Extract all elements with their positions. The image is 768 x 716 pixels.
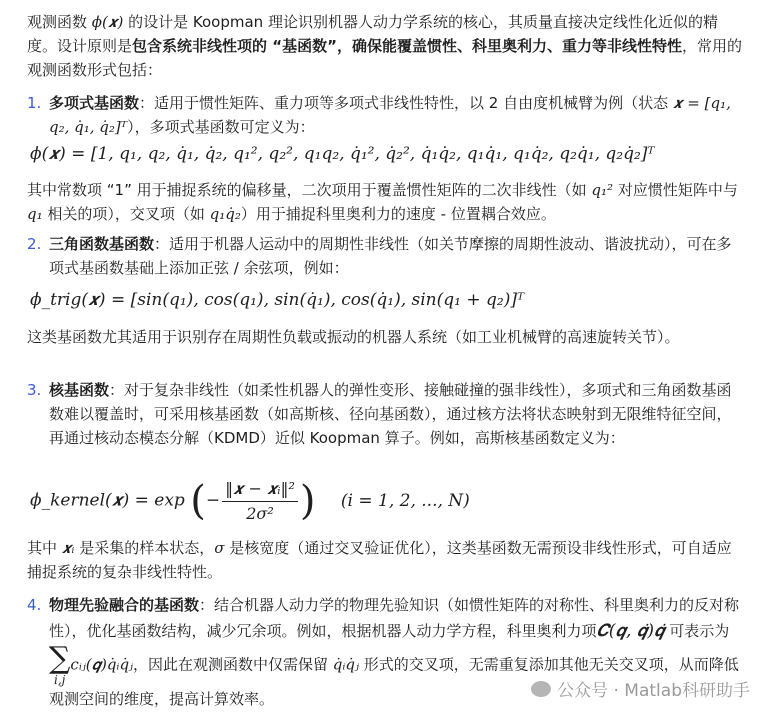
- item-title: 核基函数: [49, 381, 110, 399]
- formula-kernel: ϕ_kernel(𝒙) = exp (− $\frac{\text{‖𝒙 − 𝒙ᵢ‖²}}{\text{2σ²}}$ ) (i = 1, 2, ..., N): [30, 478, 470, 524]
- denominator: 2σ²: [246, 504, 274, 523]
- kernel-explanation: [27, 536, 742, 584]
- list-number: 4.: [27, 596, 42, 614]
- math: ϕ_kernel(𝒙) = exp: [30, 490, 185, 511]
- item-title: 三角函数基函数: [49, 235, 155, 253]
- wechat-icon: [531, 681, 551, 697]
- numerator: ‖𝒙 − 𝒙ᵢ‖²: [222, 479, 298, 502]
- math: 𝒙ᵢ: [61, 539, 75, 557]
- text: 形式的交叉项，无需重复添加其他无关交叉项，从而降低观测空间的维度，提高计算效率。: [49, 655, 739, 708]
- math: q̇ᵢq̇ⱼ: [332, 655, 359, 674]
- item-title: 多项式基函数: [49, 94, 140, 112]
- intro-paragraph: [27, 10, 742, 82]
- text: 相关的项），交叉项（如: [42, 205, 210, 223]
- list-number: 1.: [27, 94, 42, 112]
- trig-explanation: 这类基函数尤其适用于识别存在周期性负载或振动的机器人系统（如工业机械臂的高速旋转关节）。: [27, 328, 680, 346]
- math: cᵢⱼ(𝒒)q̇ᵢq̇ⱼ: [70, 655, 134, 674]
- math: (i = 1, 2, ..., N): [340, 490, 470, 511]
- math: q₁²: [591, 181, 614, 199]
- math: σ: [214, 539, 225, 557]
- summation: [49, 641, 71, 687]
- math: q₁q̇₂: [209, 205, 241, 223]
- list-item-polynomial: [27, 91, 744, 139]
- item-title: 物理先验融合的基函数: [49, 596, 200, 614]
- text: ，常用的观测函数形式包括：: [27, 37, 742, 79]
- text: ：适用于机器人运动中的周期性非线性（如关节摩擦的周期性波动、谐波扰动），可在多项式基函数基础上添加正弦 / 余弦项，例如：: [49, 235, 732, 277]
- list-item-trig: [27, 232, 744, 280]
- math: q₁: [27, 205, 43, 223]
- text: 观测函数: [27, 13, 92, 31]
- text: 可表示为: [664, 622, 730, 640]
- text: 其中常数项 “1” 用于捕捉系统的偏移量，二次项用于覆盖惯性矩阵的二次非线性（如: [27, 181, 592, 199]
- formula-polynomial: ϕ(𝒙) = [1, q₁, q₂, q̇₁, q̇₂, q₁², q₂², q₁q₂, q̇₁², q̇₂², q̇₁q̇₂, q₁q̇₁, q₁q̇₂, q₂q̇₁, q₂q̇₂]ᵀ: [30, 144, 655, 164]
- text: 其中: [27, 539, 62, 557]
- sum-index: i,j: [54, 673, 66, 687]
- list-number: 2.: [27, 235, 42, 253]
- list-item-kernel: [27, 378, 744, 450]
- watermark-text: 公众号 · Matlab科研助手: [557, 681, 750, 701]
- text: 是采集的样本状态，: [74, 539, 215, 557]
- paren: (: [190, 478, 206, 524]
- text: ：适用于惯性矩阵、重力项等多项式非线性特性，以 2 自由度机械臂为例（状态: [139, 94, 673, 112]
- text: 对应惯性矩阵中与: [613, 181, 738, 199]
- text: ：结合机器人动力学的物理先验知识（如惯性矩阵的对称性、科里奥利力的反对称性），优化基函数结构，减少冗余项。例如，根据机器人动力学方程，科里奥利力项: [49, 596, 740, 640]
- math: 𝒙 = [q₁, q₂, q̇₁, q̇₂]ᵀ: [49, 94, 731, 136]
- text: ）用于捕捉科里奥利力的速度 - 位置耦合效应。: [240, 205, 556, 223]
- paren: ): [299, 478, 316, 524]
- watermark: [531, 676, 750, 701]
- sum-icon: ∑: [49, 641, 71, 676]
- list-number: 3.: [27, 381, 42, 399]
- math: ϕ(𝒙): [91, 13, 124, 31]
- text: ，因此在观测函数中仅需保留: [133, 655, 333, 674]
- formula-trig: ϕ_trig(𝒙) = [sin(q₁), cos(q₁), sin(q̇₁), cos(q̇₁), sin(q₁ + q₂)]ᵀ: [30, 290, 525, 310]
- text: ），多项式基函数可定义为：: [127, 118, 315, 136]
- math: 𝑪(𝒒, 𝒒̇)𝒒̇: [596, 621, 665, 641]
- text: ：对于复杂非线性（如柔性机器人的弹性变形、接触碰撞的强非线性），多项式和三角函数基函数难以覆盖时，可采用核基函数（如高斯核、径向基函数），通过核方法将状态映射到无限维特征空间，再通过核动态模态分解（KDMD）近似 Koopman 算子。例如，高斯核基函数定义为：: [49, 381, 732, 447]
- text: 的设计是 Koopman 理论识别机器人动力学系统的核心，其质量直接决定线性化近似的精度。设计原则是: [27, 13, 718, 55]
- text: 是核宽度（通过交叉验证优化），这类基函数无需预设非线性形式，可自适应捕捉系统的复杂非线性特性。: [27, 539, 732, 581]
- bold-text: 包含系统非线性项的 “基函数”，确保能覆盖惯性、科里奥利力、重力等非线性特性: [132, 37, 682, 55]
- polynomial-explanation: [27, 178, 742, 226]
- fraction: [222, 479, 298, 523]
